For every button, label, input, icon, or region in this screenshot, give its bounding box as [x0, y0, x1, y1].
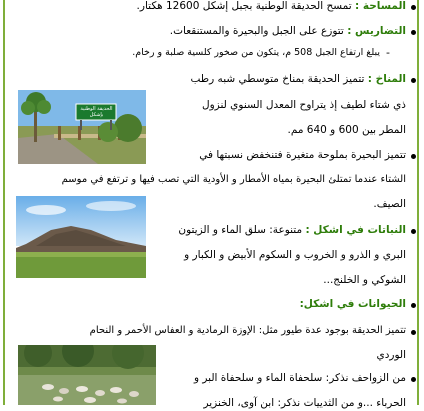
climate-line-3: المطر بين 600 و 640 مم.	[287, 124, 406, 136]
climate-line	[190, 71, 406, 87]
area-label: المساحة :	[355, 0, 406, 12]
animals-heading: الحيوانات في اشكل:	[299, 298, 406, 310]
lake-line-3: الصيف.	[373, 198, 406, 210]
terrain-line	[170, 23, 406, 39]
lake-line-2: الشتاء عندما تمتلئ البحيرة بمياه الأمطار و الأودية التي تصب فيها و ترتفع في موسم	[61, 174, 406, 185]
bullet-icon	[411, 5, 416, 10]
terrain-label: التضاريس :	[347, 25, 406, 37]
plants-label: النباتات في اشكل :	[305, 224, 406, 236]
dash-marker: -	[386, 46, 390, 59]
area-line	[137, 0, 406, 14]
mammals-line: الحرباء ...و من الثدييات نذكر: ابن آوى، الخنزير	[203, 397, 406, 409]
bullet-icon	[411, 154, 416, 159]
terrain-text: تتوزع على الجبل والبحيرة والمستنقعات.	[169, 25, 348, 37]
climate-label: المناخ :	[367, 73, 406, 85]
park-sign: الحديقة الوطنية بإشكل	[80, 106, 113, 118]
birds-photo	[18, 345, 156, 405]
mountain-landscape-photo	[16, 196, 146, 278]
plants-line-3: الشوكي و الخلنج...	[323, 274, 406, 286]
climate-line-2: ذي شتاء لطيف إذ يتراوح المعدل السنوي لنزول	[201, 99, 406, 111]
mountain-line: يبلغ ارتفاع الجبل 508 م، يتكون من صخور كلسية صلبة و رخام.	[132, 47, 380, 58]
bullet-icon	[411, 229, 416, 234]
area-text: تمسح الحديقة الوطنية بجبل إشكل 12600 هكتار.	[136, 0, 355, 12]
bullet-icon	[411, 78, 416, 83]
birds-line-2: الوردي	[376, 349, 406, 361]
climate-text: تتميز الحديقة بمناخ متوسطي شبه رطب	[190, 73, 368, 85]
bullet-icon	[411, 303, 416, 308]
reptiles-line: من الزواحف نذكر: سلحفاة الماء و سلحفاة البر و	[193, 372, 406, 384]
plants-line-2: البري و الذرو و الخروب و السكوم الأبيض و الكبار و	[184, 249, 406, 261]
bullet-icon	[411, 330, 416, 335]
bullet-icon	[411, 30, 416, 35]
bullet-icon	[411, 377, 416, 382]
park-entrance-photo	[18, 90, 146, 164]
lake-line: تتميز البحيرة بملوحة متغيرة فتنخفض نسبتها في	[199, 149, 406, 161]
birds-line: تتميز الحديقة بوجود عدة طيور مثل: الإوزة الرمادية و العفاس الأحمر و النحام	[89, 325, 406, 336]
plants-text: متنوعة: سلق الماء و الزيتون	[178, 224, 306, 236]
plants-line	[178, 222, 406, 238]
